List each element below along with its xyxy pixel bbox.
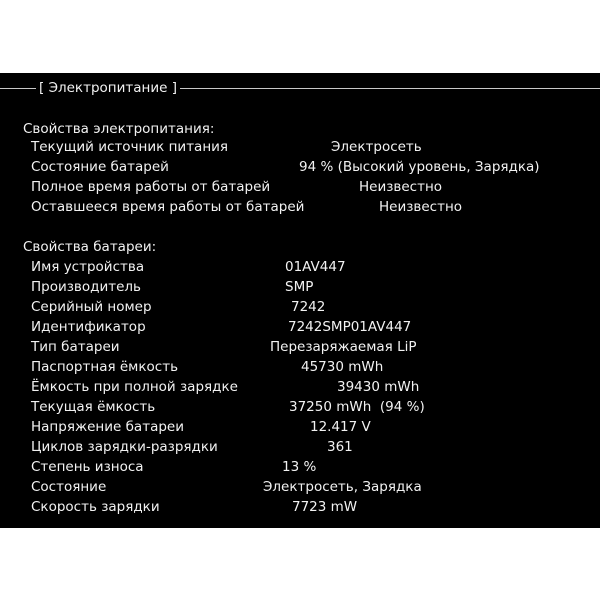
charge-rate-value: 7723 mW [292, 499, 358, 515]
battery-row-current-capacity [0, 397, 600, 417]
manufacturer-label: Производитель [31, 279, 142, 295]
battery-row-cycles [0, 437, 600, 457]
battery-properties-heading: Свойства батареи: [23, 239, 157, 255]
cycles-label: Циклов зарядки-разрядки [31, 439, 218, 455]
battery-type-value: Перезаряжаемая LiP [270, 339, 417, 355]
full-charge-capacity-label: Ёмкость при полной зарядке [31, 379, 238, 395]
design-capacity-label: Паспортная ёмкость [31, 359, 179, 375]
power-row-battery-state [0, 157, 600, 177]
panel-title: [ Электропитание ] [36, 78, 180, 98]
battery-row-serial [0, 297, 600, 317]
power-source-label: Текущий источник питания [31, 139, 229, 155]
device-name-label: Имя устройства [31, 259, 145, 275]
power-row-remaining-time [0, 197, 600, 217]
battery-row-voltage [0, 417, 600, 437]
power-source-value: Электросеть [331, 139, 422, 155]
wear-label: Степень износа [31, 459, 144, 475]
power-row-source [0, 137, 600, 157]
battery-row-wear [0, 457, 600, 477]
manufacturer-value: SMP [285, 279, 314, 295]
battery-row-type [0, 337, 600, 357]
full-time-label: Полное время работы от батарей [31, 179, 271, 195]
battery-status-value: Электросеть, Зарядка [263, 479, 422, 495]
remaining-time-label: Оставшееся время работы от батарей [31, 199, 305, 215]
battery-row-identifier [0, 317, 600, 337]
battery-row-full-charge-capacity [0, 377, 600, 397]
battery-row-status [0, 477, 600, 497]
battery-type-label: Тип батареи [31, 339, 120, 355]
battery-status-label: Состояние [31, 479, 107, 495]
power-properties-heading: Свойства электропитания: [23, 121, 215, 137]
full-charge-capacity-value: 39430 mWh [337, 379, 420, 395]
battery-row-device-name [0, 257, 600, 277]
remaining-time-value: Неизвестно [379, 199, 463, 215]
full-time-value: Неизвестно [359, 179, 443, 195]
current-capacity-value: 37250 mWh (94 %) [289, 399, 425, 415]
panel-title-text: Электропитание [48, 80, 168, 96]
battery-state-value: 94 % (Высокий уровень, Зарядка) [299, 159, 540, 175]
serial-label: Серийный номер [31, 299, 152, 315]
identifier-value: 7242SMP01AV447 [288, 319, 412, 335]
battery-row-manufacturer [0, 277, 600, 297]
battery-row-design-capacity [0, 357, 600, 377]
identifier-label: Идентификатор [31, 319, 146, 335]
power-row-full-time [0, 177, 600, 197]
charge-rate-label: Скорость зарядки [31, 499, 160, 515]
wear-value: 13 % [282, 459, 317, 475]
current-capacity-label: Текущая ёмкость [31, 399, 156, 415]
voltage-label: Напряжение батареи [31, 419, 184, 435]
battery-state-label: Состояние батарей [31, 159, 169, 175]
voltage-value: 12.417 V [310, 419, 371, 435]
design-capacity-value: 45730 mWh [301, 359, 384, 375]
cycles-value: 361 [327, 439, 353, 455]
power-info-panel [0, 73, 600, 528]
device-name-value: 01AV447 [285, 259, 346, 275]
serial-value: 7242 [291, 299, 326, 315]
battery-row-charge-rate [0, 497, 600, 517]
